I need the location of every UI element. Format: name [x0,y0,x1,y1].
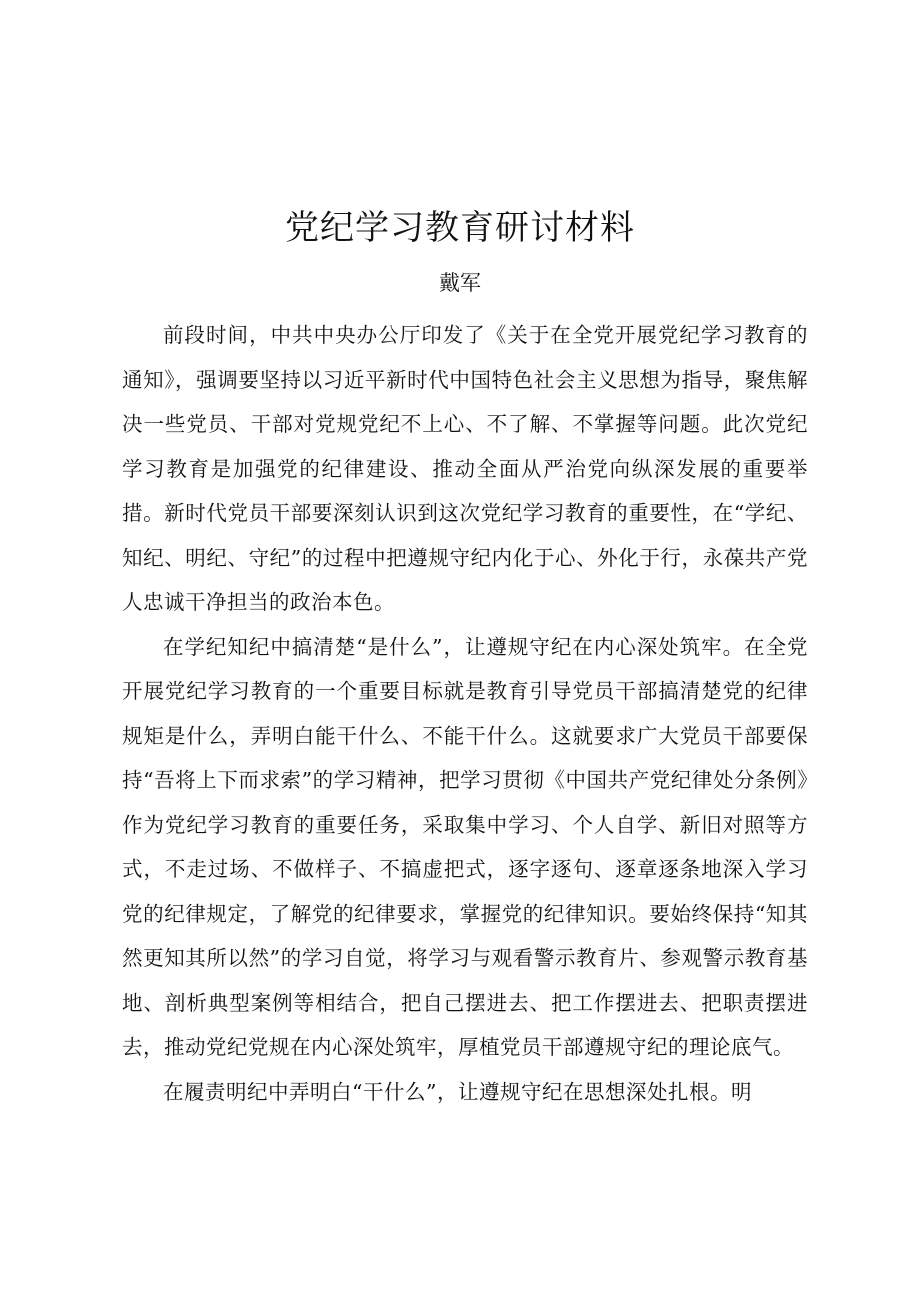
document-body [122,313,808,1114]
document-author: 戴军 [439,271,481,295]
paragraph-intro: 前段时间，中共中央办公厅印发了《关于在全党开展党纪学习教育的通知》，强调要坚持以习近平新时代中国特色社会主义思想为指导，聚焦解决一些党员、干部对党规党纪不上心、不了解、不掌握等问题。此次党纪学习教育是加强党的纪律建设、推动全面从严治党向纵深发展的重要举措。新时代党员干部要深刻认识到这次党纪学习教育的重要性，在“学纪、知纪、明纪、守纪”的过程中把遵规守纪内化于心、外化于行，永葆共产党人忠诚干净担当的政治本色。 [122,323,808,614]
paragraph-study-discipline: 在学纪知纪中搞清楚“是什么”，让遵规守纪在内心深处筑牢。在全党开展党纪学习教育的一个重要目标就是教育引导党员干部搞清楚党的纪律规矩是什么，弄明白能干什么、不能干什么。这就要求广大党员干部要保持“吾将上下而求索”的学习精神，把学习贯彻《中国共产党纪律处分条例》作为党纪学习教育的重要任务，采取集中学习、个人自学、新旧对照等方式，不走过场、不做样子、不搞虚把式，逐字逐句、逐章逐条地深入学习党的纪律规定，了解党的纪律要求，掌握党的纪律知识。要始终保持“知其然更知其所以然”的学习自觉，将学习与观看警示教育片、参观警示教育基地、剖析典型案例等相结合，把自己摆进去、把工作摆进去、把职责摆进去，推动党纪党规在内心深处筑牢，厚植党员干部遵规守纪的理论底气。 [122,634,808,1059]
document-title: 党纪学习教育研讨材料 [285,208,635,248]
paragraph-perform-duty: 在履责明纪中弄明白“干什么”，让遵规守纪在思想深处扎根。明 [163,1079,752,1104]
